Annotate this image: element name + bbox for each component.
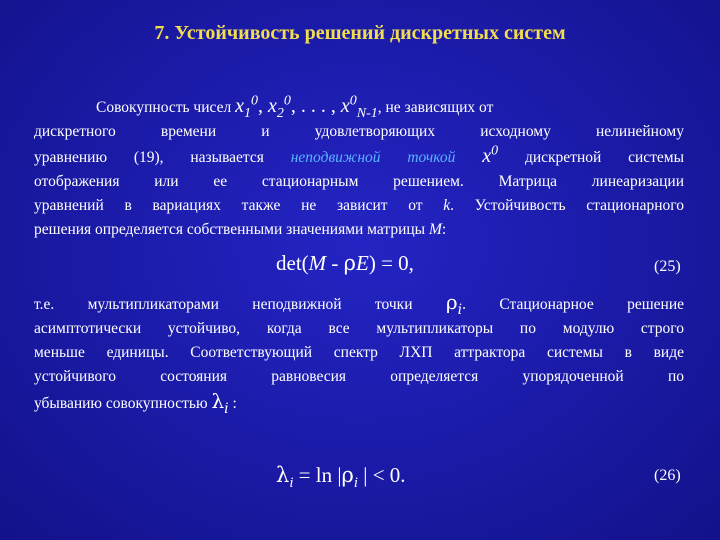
- math-symbol: x: [482, 145, 492, 167]
- math-subscript: i: [457, 302, 463, 318]
- math-var-m: M: [428, 221, 442, 238]
- math-subscript: 2: [276, 106, 284, 121]
- math-subscript: N-1: [356, 106, 378, 121]
- slide-title: 7. Устойчивость решений дискретных систем: [154, 22, 566, 44]
- math-text: | < 0.: [358, 463, 406, 487]
- math-text: = ln |: [293, 463, 342, 487]
- term-fixed-point: неподвижной точкой: [290, 149, 456, 166]
- math-subscript: i: [224, 401, 229, 417]
- math-symbol: x: [235, 95, 244, 117]
- math-lambda: λ: [211, 389, 225, 413]
- paragraph-2-line-2: асимптотически устойчиво, когда все мультипликаторы по модулю строго: [34, 320, 684, 337]
- equation-number-25: (25): [654, 258, 681, 275]
- math-separator: , . . . ,: [290, 95, 341, 117]
- math-lambda: λ: [276, 463, 290, 487]
- paragraph-2-line-3: меньше единицы. Соответствующий спектр ЛХП аттрактора системы в виде: [34, 344, 684, 361]
- math-var-x1: [235, 93, 258, 121]
- math-var-m: M: [308, 251, 327, 275]
- math-var-k: k: [443, 197, 451, 214]
- text-run: :: [441, 221, 447, 238]
- text-run: уравнений в вариациях также не зависит от: [34, 197, 423, 214]
- paragraph-1: [34, 94, 684, 242]
- equation-number-26: (26): [654, 467, 681, 484]
- math-var-xn: [340, 93, 378, 121]
- math-rho: ρ: [341, 463, 354, 487]
- math-subscript: i: [289, 475, 294, 492]
- paragraph-1-line-6: [34, 218, 684, 242]
- text-run: уравнению (19), называется: [34, 149, 264, 166]
- paragraph-1-line-3: [34, 144, 684, 170]
- paragraph-2-line-4: устойчивого состояния равновесия определяется упорядоченной по: [34, 368, 684, 385]
- paragraph-2: [34, 290, 684, 416]
- math-rho: ρ: [445, 290, 458, 314]
- text-run: т.е. мультипликаторами неподвижной точки: [34, 296, 413, 313]
- math-superscript: 0: [250, 93, 258, 109]
- text-run: убыванию совокупностью: [34, 395, 208, 412]
- math-superscript: 0: [349, 93, 357, 109]
- paragraph-1-line-4: отображения или ее стационарным решением. Матрица линеаризации: [34, 173, 684, 190]
- math-subscript: i: [353, 475, 358, 492]
- math-superscript: 0: [283, 93, 291, 109]
- math-text: -: [326, 251, 344, 275]
- equation-26: [276, 463, 406, 492]
- text-run: , не зависящих от: [377, 99, 494, 116]
- math-symbol: x: [340, 95, 350, 117]
- math-var-x0: [482, 145, 498, 167]
- paragraph-1-line-5: [34, 194, 684, 218]
- math-text: det(: [276, 251, 309, 275]
- math-rho: ρ: [343, 251, 357, 275]
- math-subscript: 1: [243, 106, 251, 121]
- paragraph-1-line-1: [34, 94, 684, 120]
- text-run: . Устойчивость стационарного: [450, 197, 684, 214]
- equation-25: [276, 251, 414, 276]
- math-separator: ,: [257, 95, 268, 117]
- math-rho-i: [445, 290, 463, 318]
- text-run: :: [228, 395, 237, 412]
- math-symbol: x: [267, 95, 277, 117]
- math-var-x2: [267, 93, 291, 121]
- paragraph-2-line-5: [34, 389, 684, 416]
- paragraph-2-line-1: [34, 290, 684, 317]
- math-var-e: E: [356, 251, 369, 275]
- text-run: . Стационарное решение: [462, 296, 684, 313]
- text-run: решения определяется собственными значениями матрицы: [34, 221, 426, 238]
- math-text: ) = 0,: [368, 251, 414, 275]
- math-lambda-i: [211, 389, 229, 417]
- text-run: дискретной системы: [524, 149, 685, 166]
- math-superscript: 0: [491, 143, 499, 159]
- text-run: Совокупность чисел: [96, 99, 232, 116]
- paragraph-1-line-2: дискретного времени и удовлетворяющих исходному нелинейному: [34, 123, 684, 140]
